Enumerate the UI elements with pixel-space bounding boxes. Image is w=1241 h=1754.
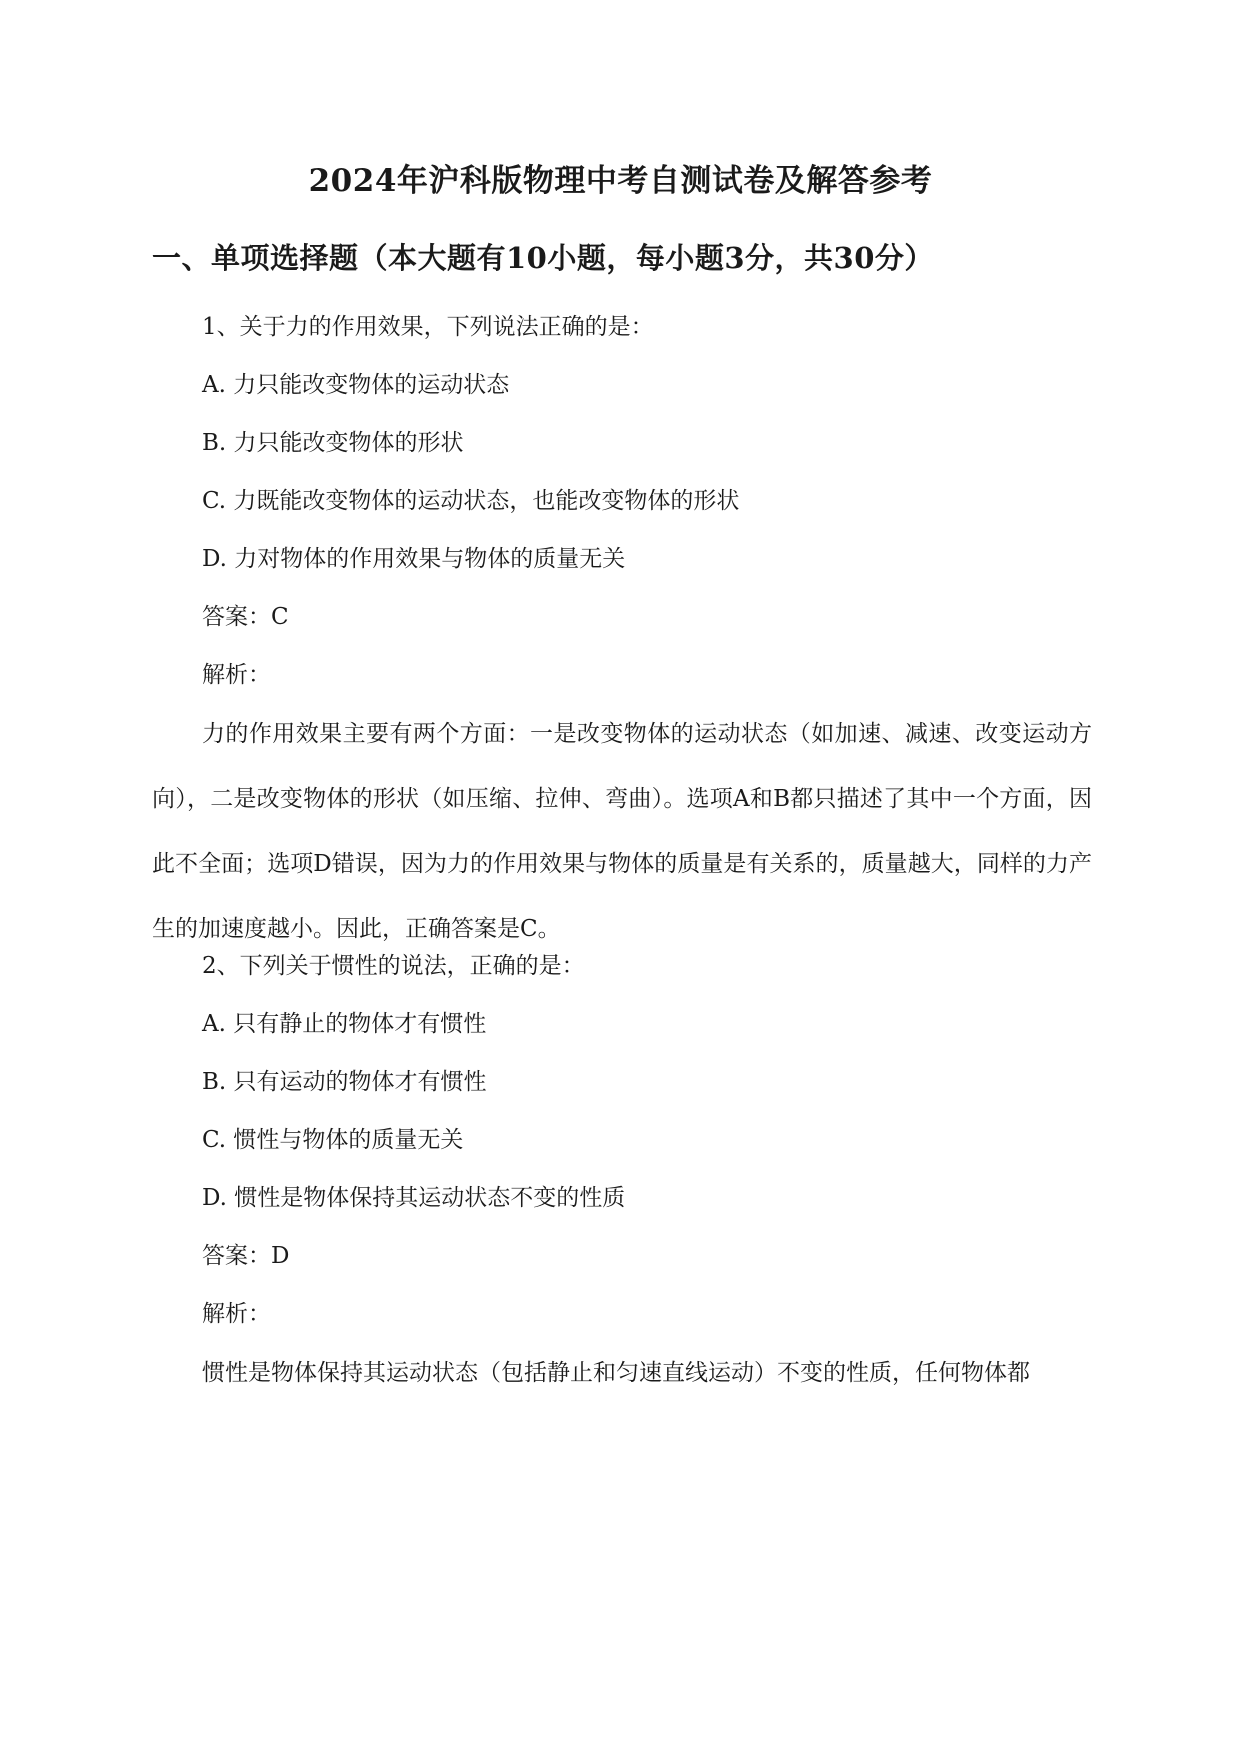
question-2-option-b: B. 只有运动的物体才有惯性 xyxy=(202,1069,487,1095)
question-1-analysis-label: 解析： xyxy=(202,662,271,688)
question-1-option-c: C. 力既能改变物体的运动状态，也能改变物体的形状 xyxy=(202,488,740,514)
question-2-analysis-label: 解析： xyxy=(202,1301,271,1327)
question-1-answer: 答案：C xyxy=(202,604,289,630)
question-1-option-a: A. 力只能改变物体的运动状态 xyxy=(202,372,510,398)
question-1-option-b: B. 力只能改变物体的形状 xyxy=(202,430,464,456)
question-2-option-d: D. 惯性是物体保持其运动状态不变的性质 xyxy=(202,1185,626,1211)
question-1-analysis: 力的作用效果主要有两个方面：一是改变物体的运动状态（如加速、减速、改变运动方向），二是改变物体的形状（如压缩、拉伸、弯曲）。选项A和B都只描述了其中一个方面，因此不全面；选项D错误，因为力的作用效果与物体的质量是有关系的，质量越大，同样的力产生的加速度越小。因此，正确答案是C。 xyxy=(152,721,1092,942)
section-heading: 一、单项选择题（本大题有10小题，每小题3分，共30分） xyxy=(152,241,934,275)
document-title: 2024年沪科版物理中考自测试卷及解答参考 xyxy=(308,163,933,199)
question-2-analysis: 惯性是物体保持其运动状态（包括静止和匀速直线运动）不变的性质，任何物体都 xyxy=(202,1360,1030,1386)
question-2-option-a: A. 只有静止的物体才有惯性 xyxy=(202,1011,487,1037)
question-1-option-d: D. 力对物体的作用效果与物体的质量无关 xyxy=(202,546,626,572)
question-2-answer: 答案：D xyxy=(202,1243,290,1269)
question-1-stem: 1、关于力的作用效果，下列说法正确的是： xyxy=(202,314,654,340)
question-2-option-c: C. 惯性与物体的质量无关 xyxy=(202,1127,464,1153)
question-2-stem: 2、下列关于惯性的说法，正确的是： xyxy=(202,953,585,979)
